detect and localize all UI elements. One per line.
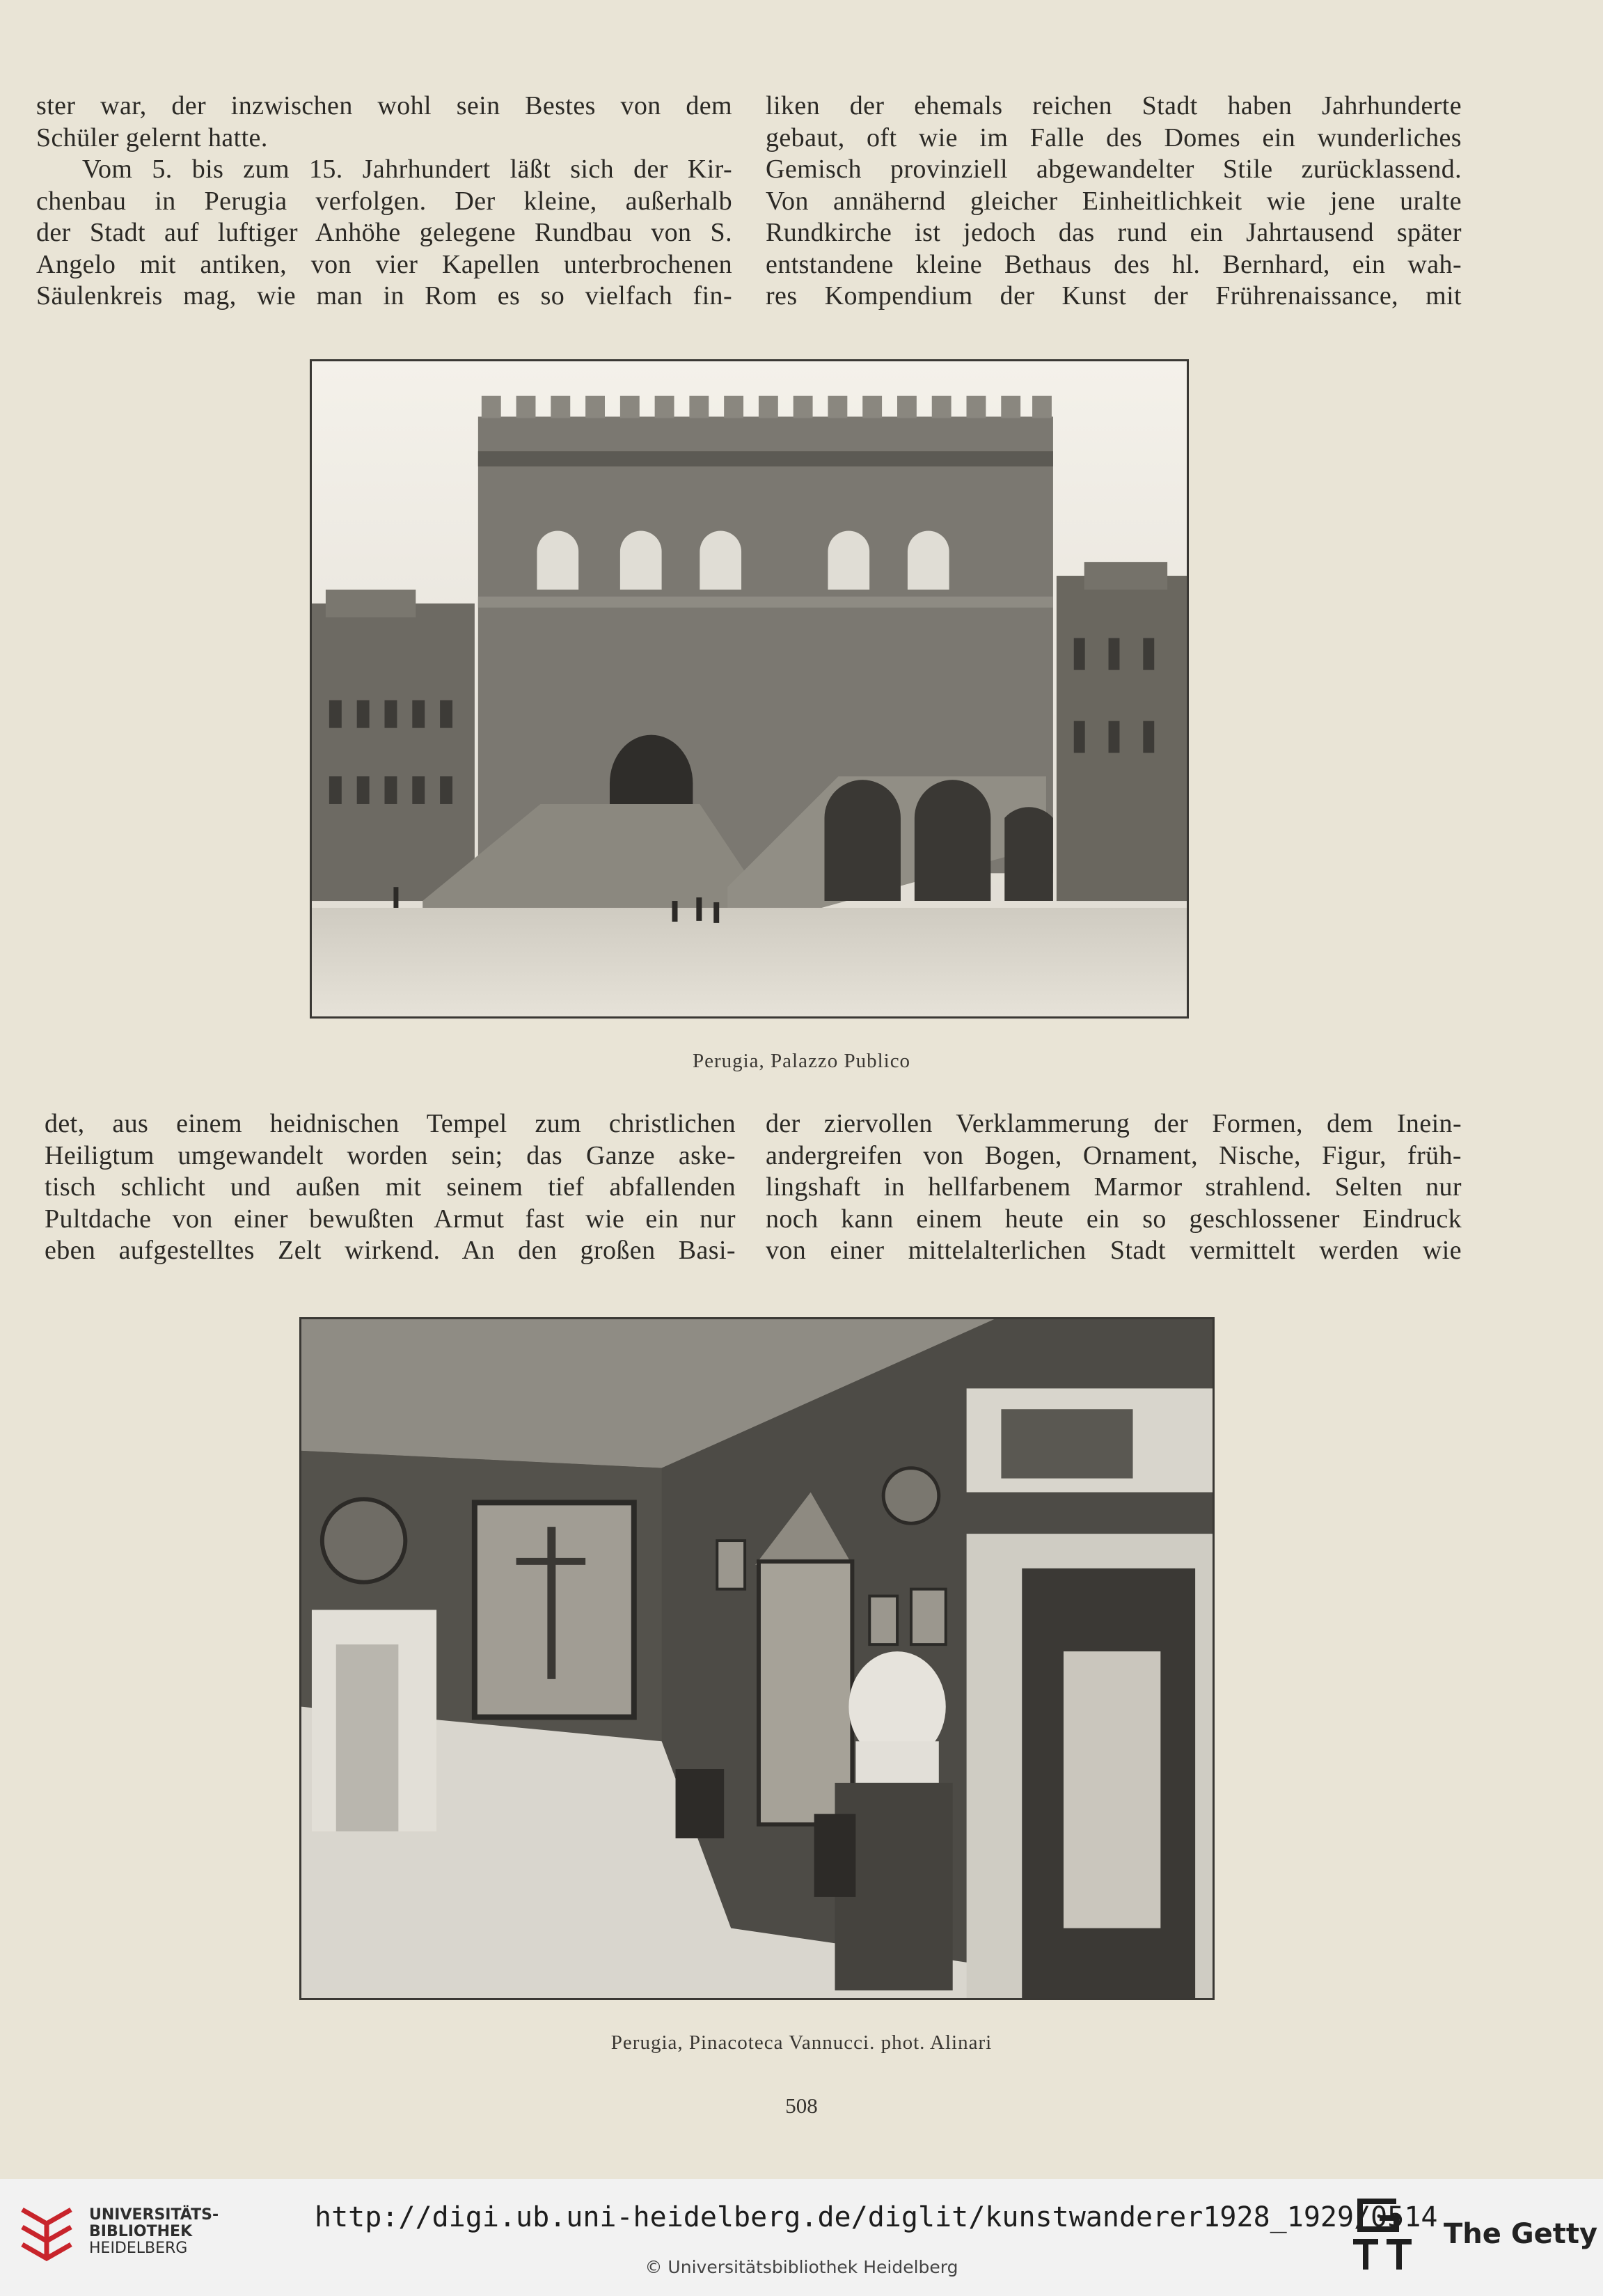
text-line: entstandene kleine Bethaus des hl. Bernhard, ein wah-	[766, 249, 1462, 279]
text-line: det, aus einem heidnischen Tempel zum christlichen	[45, 1109, 736, 1138]
university-library-logo-icon	[15, 2196, 77, 2265]
text-column-middle-left	[45, 1108, 736, 1267]
text-line: tisch schlicht und außen mit seinem tief abfallenden	[45, 1172, 736, 1202]
text-line: andergreifen von Bogen, Ornament, Nische, Figur, früh-	[766, 1140, 1462, 1170]
getty-wordmark: The Getty	[1444, 2218, 1598, 2250]
photo-palazzo-publico	[310, 359, 1189, 1019]
text-line: noch kann einem heute ein so geschlossener Eindruck	[766, 1204, 1462, 1234]
page-number: 508	[785, 2093, 818, 2118]
pinacoteca-illustration	[301, 1319, 1213, 1998]
text-line: Angelo mit antiken, von vier Kapellen unterbrochenen	[36, 249, 732, 279]
copyright-notice: © Universitätsbibliothek Heidelberg	[645, 2257, 958, 2277]
getty-logo-icon	[1348, 2194, 1417, 2277]
text-line: eben aufgestelltes Zelt wirkend. An den großen Basi-	[45, 1236, 736, 1265]
text-line: liken der ehemals reichen Stadt haben Jahrhunderte	[766, 91, 1462, 120]
text-line: Schüler gelernt hatte.	[36, 123, 268, 152]
text-line: lingshaft in hellfarbenem Marmor strahlend. Selten nur	[766, 1172, 1462, 1202]
text-column-top-right	[766, 91, 1462, 313]
text-line: Säulenkreis mag, wie man in Rom es so vielfach fin-	[36, 281, 732, 310]
text-column-middle-right	[766, 1108, 1462, 1267]
text-line: ster war, der inzwischen wohl sein Bestes von dem	[36, 91, 732, 120]
text-line: gebaut, oft wie im Falle des Domes ein wunderliches	[766, 123, 1462, 152]
text-line: Heiligtum umgewandelt worden sein; das Ganze aske-	[45, 1140, 736, 1170]
library-line: BIBLIOTHEK	[89, 2223, 193, 2240]
text-line: Gemisch provinziell abgewandelter Stile zurücklassend.	[766, 155, 1462, 184]
library-line: HEIDELBERG	[89, 2240, 188, 2257]
text-line: der ziervollen Verklammerung der Formen, dem Inein-	[766, 1109, 1462, 1138]
text-line: Vom 5. bis zum 15. Jahrhundert läßt sich der Kir-	[82, 155, 732, 184]
caption-palazzo: Perugia, Palazzo Publico	[692, 1050, 911, 1072]
library-name	[89, 2207, 219, 2257]
text-line: Rundkirche ist jedoch das rund ein Jahrtausend später	[766, 218, 1462, 247]
text-column-top-left	[36, 91, 732, 313]
photo-pinacoteca-vannucci	[299, 1317, 1215, 2000]
text-line: Von annähernd gleicher Einheitlichkeit wie jene uralte	[766, 186, 1462, 216]
text-line: der Stadt auf luftiger Anhöhe gelegene Rundbau von S.	[36, 218, 732, 247]
library-line: UNIVERSITÄTS-	[89, 2206, 219, 2224]
text-line: res Kompendium der Kunst der Frührenaissance, mit	[766, 281, 1462, 310]
text-line: Pultdache von einer bewußten Armut fast wie ein nur	[45, 1204, 736, 1234]
permalink-url[interactable]: http://digi.ub.uni-heidelberg.de/diglit/kunstwanderer1928_1929/0514	[315, 2201, 1438, 2233]
footer-bar	[0, 2179, 1603, 2296]
text-line: chenbau in Perugia verfolgen. Der kleine, außerhalb	[36, 186, 732, 216]
caption-pinacoteca: Perugia, Pinacoteca Vannucci. phot. Alinari	[610, 2031, 993, 2054]
palazzo-illustration	[312, 361, 1187, 1016]
text-line: von einer mittelalterlichen Stadt vermittelt werden wie	[766, 1236, 1462, 1265]
